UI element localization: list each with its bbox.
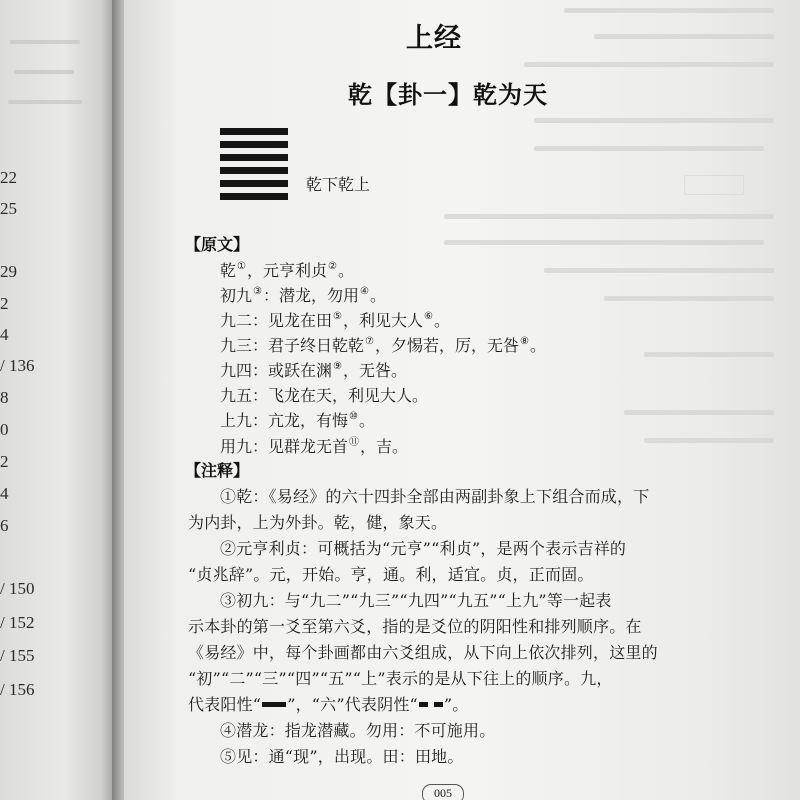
faint-text <box>14 70 74 74</box>
yang-line-symbol <box>262 702 286 707</box>
footnote-marker: ⑤ <box>333 311 342 322</box>
footnote-marker: ⑪ <box>349 437 360 448</box>
annotation-text: ”，“六”代表阴性“ <box>287 695 418 714</box>
zhushi-heading: 【注释】 <box>185 461 250 480</box>
toc-page-number: 0 <box>0 420 9 439</box>
original-text-segment: 乾 <box>220 261 237 280</box>
section-title: 上经 <box>406 23 462 54</box>
toc-page-number: 2 <box>0 294 9 313</box>
original-text-segment: 。 <box>369 286 386 305</box>
toc-page-number: 25 <box>0 199 17 218</box>
footnote-marker: ④ <box>360 286 369 297</box>
original-text-segment: 。 <box>358 411 375 430</box>
faint-text <box>10 40 80 44</box>
footnote-marker: ⑧ <box>520 336 529 347</box>
hexagram-yang-line <box>220 128 288 135</box>
original-text-line <box>220 433 408 457</box>
annotation-line: 《易经》中，每个卦画都由六爻组成，从下向上依次排列，这里的 <box>188 643 658 662</box>
hexagram-yang-line <box>220 154 288 161</box>
footnote-marker: ⑥ <box>424 311 433 322</box>
annotation-text: 代表阳性“ <box>188 695 262 714</box>
original-text-line <box>220 308 450 331</box>
original-text-segment: 初九 <box>220 286 253 305</box>
original-text-segment: 。 <box>529 336 546 355</box>
annotation-line <box>188 692 469 715</box>
hexagram-yang-line <box>220 167 288 174</box>
toc-page-number: 2 <box>0 452 9 471</box>
hexagram-title: 乾【卦一】乾为天 <box>348 81 548 109</box>
yuanwen-heading: 【原文】 <box>185 235 250 254</box>
yin-line-symbol <box>419 702 443 707</box>
original-text-segment: 用九：见群龙无首 <box>220 437 349 456</box>
original-text-line <box>220 383 428 406</box>
show-through-text <box>444 240 764 245</box>
original-text-line <box>220 258 354 281</box>
show-through-text <box>644 438 774 443</box>
original-text-line <box>220 333 546 356</box>
original-text-segment: ，夕惕若，厉，无咎 <box>374 336 519 355</box>
footnote-marker: ① <box>237 261 246 272</box>
annotation-text: ”。 <box>443 695 469 714</box>
original-text-line <box>220 283 386 306</box>
show-through-text <box>444 214 774 219</box>
book-page <box>124 0 800 800</box>
annotation-line: 示本卦的第一爻至第六爻，指的是爻位的阴阳性和排列顺序。在 <box>188 617 642 636</box>
show-through-text <box>644 352 774 357</box>
page-number: 005 <box>422 784 464 800</box>
original-text-segment: ，元亨利贞 <box>246 261 327 280</box>
show-through-text <box>534 146 764 151</box>
toc-page-number: / 136 <box>0 356 35 375</box>
toc-page-number: 8 <box>0 388 9 407</box>
show-through-text <box>594 34 774 39</box>
show-through-text <box>684 175 744 195</box>
show-through-text <box>544 268 774 273</box>
original-text-line <box>220 358 407 381</box>
original-text-segment: 九三：君子终日乾乾 <box>220 336 365 355</box>
toc-page-number: / 150 <box>0 579 35 598</box>
show-through-text <box>604 296 774 301</box>
show-through-text <box>534 118 774 123</box>
show-through-text <box>624 410 774 415</box>
footnote-marker: ② <box>328 261 337 272</box>
footnote-marker: ⑦ <box>365 336 374 347</box>
qian-hexagram-symbol <box>220 128 288 208</box>
toc-page-number: 29 <box>0 262 17 281</box>
original-text-segment: ，利见大人 <box>342 311 423 330</box>
toc-page-number: 6 <box>0 516 9 535</box>
original-text-line <box>220 408 375 431</box>
original-text-segment: 九二：见龙在田 <box>220 311 333 330</box>
footnote-marker: ⑩ <box>349 411 358 422</box>
annotation-line: ⑤见：通“现”，出现。田：田地。 <box>220 747 464 766</box>
annotation-line: ④潜龙：指龙潜藏。勿用：不可施用。 <box>220 721 496 740</box>
show-through-text <box>564 8 774 13</box>
original-text-segment: 上九：亢龙，有悔 <box>220 411 349 430</box>
original-text-segment: ，无咎。 <box>342 361 407 380</box>
left-facing-page <box>0 0 116 800</box>
toc-page-number: / 155 <box>0 646 35 665</box>
show-through-text <box>524 62 774 67</box>
original-text-segment: 。 <box>433 311 450 330</box>
annotation-line: 为内卦，上为外卦。乾，健，象天。 <box>188 513 448 532</box>
annotation-line: “初”“二”“三”“四”“五”“上”表示的是从下往上的顺序。九， <box>188 669 613 688</box>
toc-page-number: / 156 <box>0 680 35 699</box>
annotation-line: “贞兆辞”。元，开始。亨，通。利，适宜。贞，正而固。 <box>188 565 594 584</box>
original-text-segment: ：潜龙，勿用 <box>262 286 359 305</box>
footnote-marker: ⑨ <box>333 361 342 372</box>
toc-page-number: 22 <box>0 168 17 187</box>
faint-text <box>8 100 82 104</box>
annotation-line: ②元亨利贞：可概括为“元亨”“利贞”，是两个表示吉祥的 <box>220 539 627 558</box>
toc-page-number: 4 <box>0 325 9 344</box>
original-text-segment: 九四：或跃在渊 <box>220 361 333 380</box>
toc-page-number: 4 <box>0 484 9 503</box>
original-text-segment: ，吉。 <box>360 437 409 456</box>
original-text-segment: 九五：飞龙在天，利见大人。 <box>220 386 429 405</box>
toc-page-number: / 152 <box>0 613 35 632</box>
footnote-marker: ③ <box>253 286 262 297</box>
annotation-line: ①乾：《易经》的六十四卦全部由两副卦象上下组合而成，下 <box>220 487 650 506</box>
original-text-segment: 。 <box>337 261 354 280</box>
hexagram-yang-line <box>220 193 288 200</box>
annotation-line: ③初九：与“九二”“九三”“九四”“九五”“上九”等一起表 <box>220 591 612 610</box>
hexagram-yang-line <box>220 180 288 187</box>
hexagram-yang-line <box>220 141 288 148</box>
hexagram-caption: 乾下乾上 <box>306 175 371 194</box>
